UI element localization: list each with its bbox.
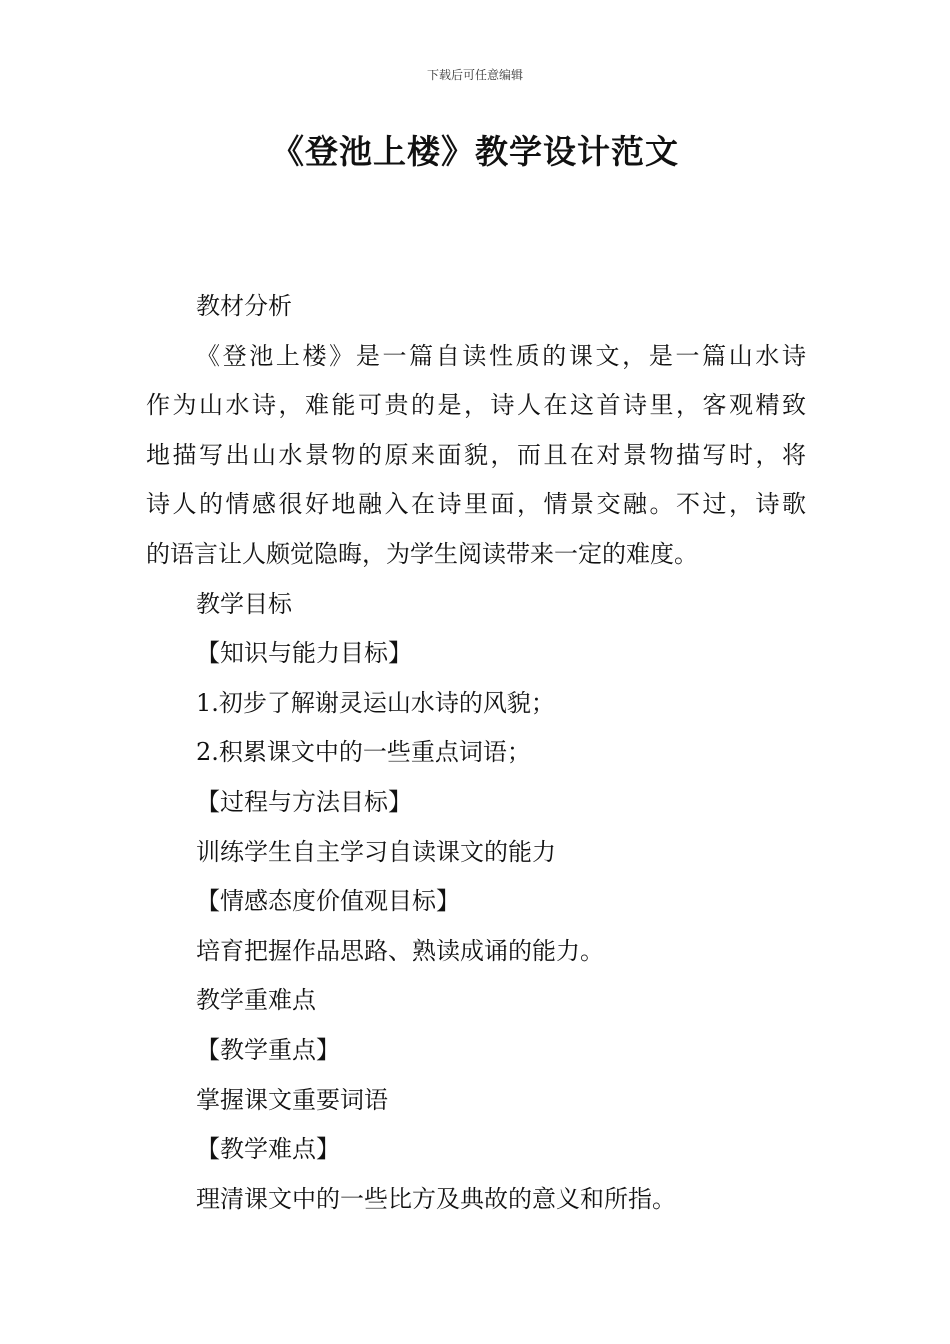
paragraph-line: 作为山水诗，难能可贵的是，诗人在这首诗里，客观精致 (146, 391, 806, 420)
subheading-emotion-values: 【情感态度价值观目标】 (196, 887, 460, 916)
document-body (146, 282, 806, 1224)
subheading-difficult-points: 【教学难点】 (196, 1135, 340, 1164)
section-heading-key-difficult-points: 教学重难点 (196, 986, 316, 1015)
paragraph-line: 《登池上楼》是一篇自读性质的课文，是一篇山水诗 (196, 341, 806, 370)
paragraph-line: 理清课文中的一些比方及典故的意义和所指。 (196, 1184, 676, 1213)
list-item: 1.初步了解谢灵运山水诗的风貌； (196, 688, 555, 717)
section-heading-material-analysis: 教材分析 (196, 292, 292, 320)
section-heading-teaching-goals: 教学目标 (196, 589, 292, 618)
paragraph-line: 培育把握作品思路、熟读成诵的能力。 (196, 936, 604, 965)
paragraph-line: 训练学生自主学习自读课文的能力 (196, 837, 556, 866)
document-title: 《登池上楼》教学设计范文 (271, 132, 679, 171)
subheading-process-method: 【过程与方法目标】 (196, 787, 412, 816)
list-item: 2.积累课文中的一些重点词语； (196, 738, 531, 767)
paragraph-line: 的语言让人颇觉隐晦，为学生阅读带来一定的难度。 (146, 539, 698, 568)
header-note: 下载后可任意编辑 (426, 68, 523, 82)
subheading-key-points: 【教学重点】 (196, 1035, 340, 1064)
paragraph-line: 地描写出山水景物的原来面貌，而且在对景物描写时，将 (146, 440, 806, 469)
subheading-knowledge-ability: 【知识与能力目标】 (196, 639, 412, 668)
paragraph-line: 诗人的情感很好地融入在诗里面，情景交融。不过，诗歌 (146, 490, 806, 519)
paragraph-line: 掌握课文重要词语 (196, 1085, 388, 1114)
